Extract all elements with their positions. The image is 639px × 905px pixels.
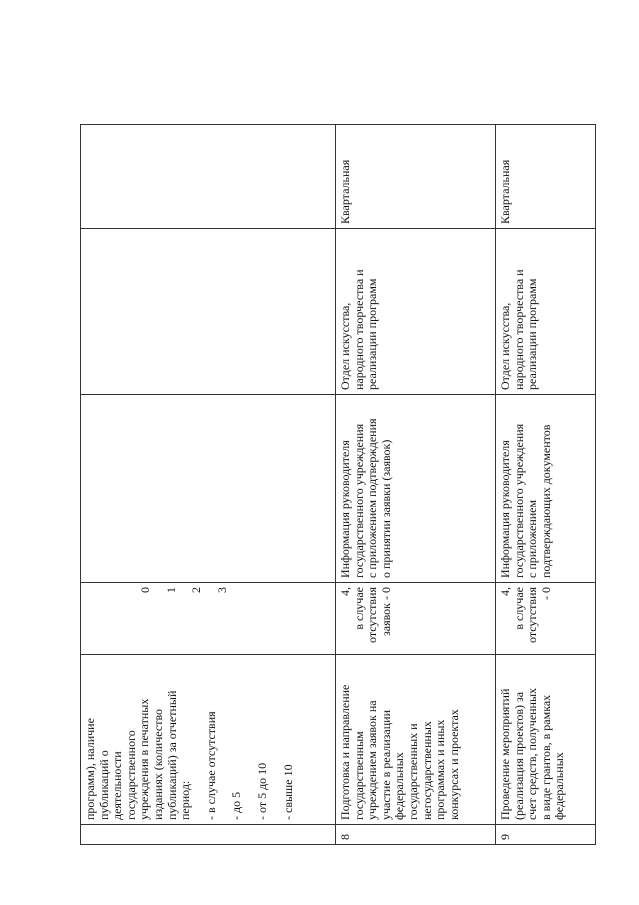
row-number: 9 bbox=[496, 825, 596, 845]
row-number bbox=[81, 825, 336, 845]
frequency-cell: Квартальная bbox=[496, 125, 596, 229]
rotated-table-wrapper bbox=[80, 125, 595, 845]
table-row bbox=[81, 125, 336, 845]
source-cell: Информация руководителя государственного учреждения с приложением подтверждения о принятии заявки (заявок) bbox=[336, 395, 496, 583]
score-cell: 0 1 2 3 bbox=[81, 583, 336, 655]
score-cell: 4, в случае отсутствия - 0 bbox=[496, 583, 596, 655]
score-cell: 4, в случае отсутствия заявок - 0 bbox=[336, 583, 496, 655]
frequency-cell bbox=[81, 125, 336, 229]
source-cell: Информация руководителя государственного учреждения с приложением подтверждающих документов bbox=[496, 395, 596, 583]
indicator-cell: Подготовка и направление государственным учреждением заявок на участие в реализации федеральных государственных и негосударственных программах и иных конкурсах и проектах bbox=[336, 655, 496, 825]
option-line: - от 5 до 10 bbox=[254, 762, 269, 820]
responsible-cell: Отдел искусства, народного творчества и реализации программ bbox=[496, 229, 596, 395]
criteria-table bbox=[80, 124, 596, 845]
row-number: 8 bbox=[336, 825, 496, 845]
responsible-cell: Отдел искусства, народного творчества и реализации программ bbox=[336, 229, 496, 395]
option-line: - до 5 bbox=[229, 791, 244, 820]
option-line: - в случае отсутствия bbox=[203, 711, 218, 820]
frequency-cell: Квартальная bbox=[336, 125, 496, 229]
table-row bbox=[336, 125, 496, 845]
indicator-cell: программ), наличие публикаций о деятельности государственного учреждения в печатных изданиях (количество публикаций) за отчетный период: - в случае отсутствия - до 5 - от 5 до 10 - свыше 10 bbox=[81, 655, 336, 825]
source-cell bbox=[81, 395, 336, 583]
option-line: - свыше 10 bbox=[280, 764, 295, 820]
indicator-cell: Проведение мероприятий (реализация проектов) за счет средств, полученных в виде грантов, в рамках федеральных bbox=[496, 655, 596, 825]
responsible-cell bbox=[81, 229, 336, 395]
table-row bbox=[496, 125, 596, 845]
